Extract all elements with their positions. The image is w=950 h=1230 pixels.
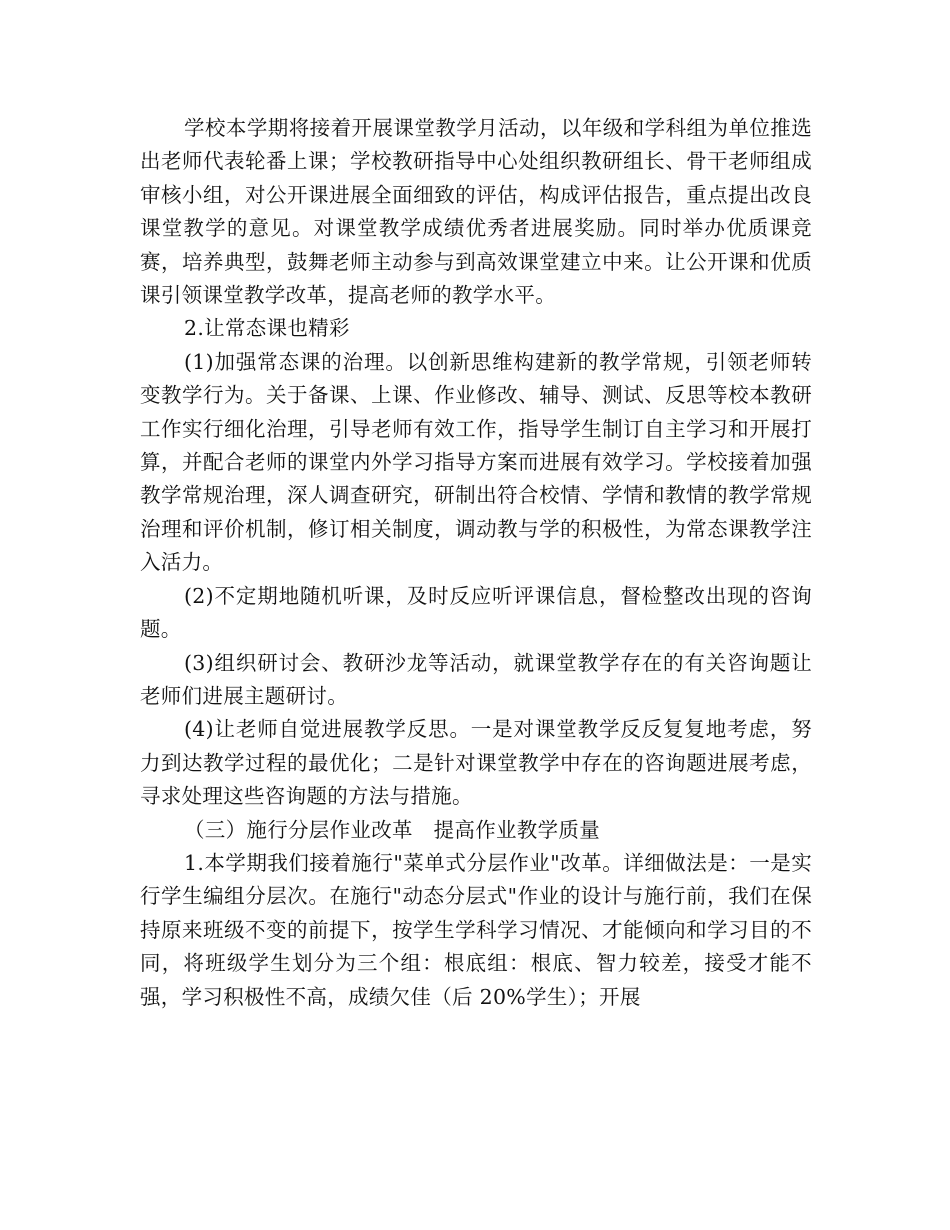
paragraph-seminars: (3)组织研讨会、教研沙龙等活动，就课堂教学存在的有关咨询题让老师们进展主题研讨。 [140, 650, 812, 708]
paragraph-menu-homework-reform: 1.本学期我们接着施行"菜单式分层作业"改革。详细做法是：一是实行学生编组分层次。在施行"动态分层式"作业的设计与施行前，我们在保持原来班级不变的前提下，按学生学科学习情况、才能倾向和学习目的不同，将班级学生划分为三个组：根底组：根底、智力较差，接受才能不强，学习积极性不高，成绩欠佳（后 20%学生）；开展 [140, 850, 812, 1009]
paragraph-regular-class-management: (1)加强常态课的治理。以创新思维构建新的教学常规，引领老师转变教学行为。关于备课、上课、作业修改、辅导、测试、反思等校本教研工作实行细化治理，引导老师有效工作，指导学生制订自主学习和开展打算，并配合老师的课堂内外学习指导方案而进展有效学习。学校接着加强教学常规治理，深人调查研究，研制出符合校情、学情和教情的教学常规治理和评价机制，修订相关制度，调动教与学的积极性，为常态课教学注入活力。 [140, 349, 812, 575]
paragraph-random-lesson-observation: (2)不定期地随机听课，及时反应听评课信息，督检整改出现的咨询题。 [140, 583, 812, 642]
paragraph-teaching-reflection: (4)让老师自觉进展教学反思。一是对课堂教学反反复复地考虑，努力到达教学过程的最优化；二是针对课堂教学中存在的咨询题进展考虑，寻求处理这些咨询题的方法与措施。 [140, 717, 812, 809]
section-heading-regular-class: 2.让常态课也精彩 [184, 316, 350, 341]
section-heading-layered-homework: （三）施行分层作业改革 提高作业教学质量 [184, 817, 600, 842]
document-body [140, 112, 812, 1014]
paragraph-open-class-activities: 学校本学期将接着开展课堂教学月活动，以年级和学科组为单位推选出老师代表轮番上课；学校教研指导中心处组织教研组长、骨干老师组成审核小组，对公开课进展全面细致的评估，构成评估报告，重点提出改良课堂教学的意见。对课堂教学成绩优秀者进展奖励。同时举办优质课竞赛，培养典型，鼓舞老师主动参与到高效课堂建立中来。让公开课和优质课引领课堂教学改革，提高老师的教学水平。 [140, 116, 812, 308]
